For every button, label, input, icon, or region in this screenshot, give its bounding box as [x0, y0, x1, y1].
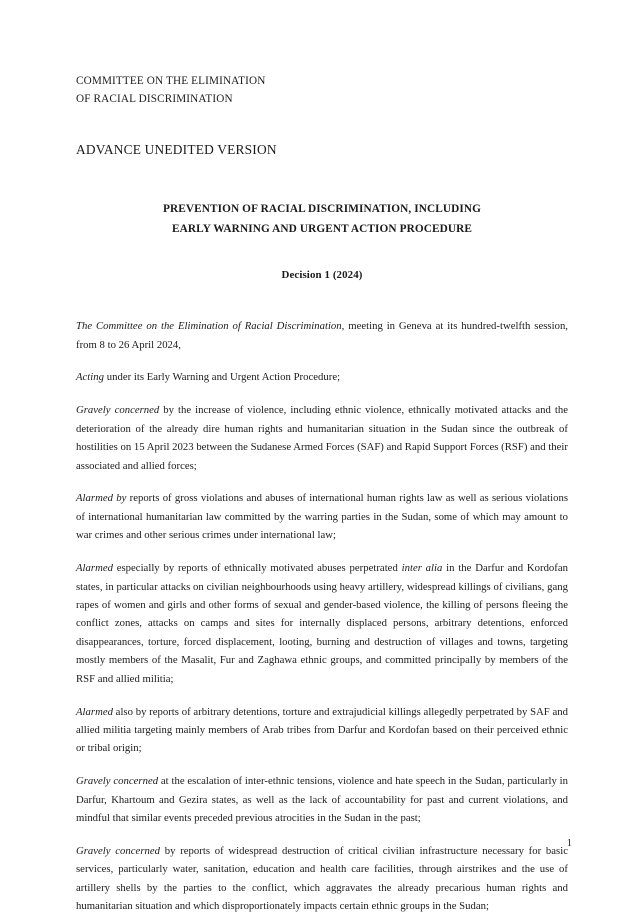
masthead-line-1: COMMITTEE ON THE ELIMINATION — [76, 75, 266, 87]
paragraph-lead-italic: Alarmed — [76, 705, 113, 718]
decision-heading: Decision 1 (2024) — [281, 269, 363, 282]
paragraph-lead-italic: Gravely concerned — [76, 404, 160, 417]
paragraph-lead-italic: Alarmed — [76, 562, 113, 575]
document-title — [76, 200, 568, 239]
paragraph-alarmed-also-arab-tribes — [76, 703, 568, 758]
paragraph-lead-italic: Gravely concerned — [76, 844, 160, 857]
paragraph-text: also by reports of arbitrary detentions, torture and extrajudicial killings allegedly perpetrated by SAF and allied militia targeting mainly members of Arab tribes from Darfur and Kordofan based on their perceived ethnic or tribal origin; — [76, 705, 568, 755]
paragraph-preamble-committee — [76, 317, 568, 354]
masthead-line-2: OF RACIAL DISCRIMINATION — [76, 93, 233, 106]
document-title-line-1: PREVENTION OF RACIAL DISCRIMINATION, INCLUDING — [162, 203, 482, 216]
paragraph-lead-italic: Acting — [76, 371, 105, 384]
paragraph-gravely-concerned-violence — [76, 401, 568, 475]
paragraph-alarmed-by-gross-violations — [76, 489, 568, 544]
document-body — [76, 317, 568, 915]
advance-unedited-version-notice: ADVANCE UNEDITED VERSION — [76, 142, 277, 158]
committee-masthead — [76, 0, 568, 108]
paragraph-text: at the escalation of inter-ethnic tensions, violence and hate speech in the Sudan, particularly in Darfur, Khartoum and Gezira states, as well as the lack of accountability for past and current violations, and mindful that similar events preceded previous atrocities in the Sudan in the past; — [76, 775, 568, 825]
paragraph-inline-italic-inter-alia: inter alia — [401, 562, 443, 575]
paragraph-lead-italic: Alarmed by — [76, 492, 127, 505]
paragraph-lead-italic: The Committee on the Elimination of Racial Discrimination — [76, 320, 342, 333]
document-title-line-2: EARLY WARNING AND URGENT ACTION PROCEDURE — [171, 222, 473, 235]
paragraph-text: reports of gross violations and abuses of international human rights law as well as serious violations of international humanitarian law committed by the warring parties in the Sudan, some of which may amount to war crimes and other serious crimes under international law; — [76, 492, 568, 542]
paragraph-text: , meeting in Geneva at its hundred-twelfth session, from 8 to 26 April 2024, — [76, 320, 568, 351]
paragraph-text: under its Early Warning and Urgent Action Procedure; — [104, 371, 341, 384]
paragraph-text: by the increase of violence, including ethnic violence, ethnically motivated attacks and the deterioration of the already dire human rights and humanitarian situation in the Sudan since the outbreak of hostilities on 15 April 2023 between the Sudanese Armed Forces (SAF) and Rapid Support Forces (RSF) and their associated and allied forces; — [76, 404, 568, 472]
paragraph-text: by reports of widespread destruction of critical civilian infrastructure necessary for basic services, particularly water, sanitation, education and health care facilities, through airstrikes and the use of artillery shells by the parties to the conflict, which aggravates the already precarious human rights and humanitarian situation and which disproportionately impacts certain ethnic groups in the Sudan; — [76, 844, 568, 913]
paragraph-lead-italic: Gravely concerned — [76, 775, 159, 788]
page-content — [76, 0, 568, 916]
paragraph-text-tail: in the Darfur and Kordofan states, in particular attacks on civilian neighbourhoods using heavy artillery, widespread killings of civilians, gang rapes of women and girls and other forms of sexual and gender-based violence, the killing of persons fleeing the conflict zones, attacks on camps and sites for internally displaced persons, arbitrary detentions, enforced disappearances, torture, forced displacement, looting, burning and destruction of villages and towns, targeting mostly members of the Masalit, Fur and Zaghawa ethnic groups, and committed principally by members of the RSF and allied militia; — [76, 562, 568, 685]
paragraph-gravely-concerned-inter-ethnic-tensions — [76, 772, 568, 827]
paragraph-alarmed-especially-darfur-kordofan — [76, 559, 568, 688]
paragraph-text: especially by reports of ethnically motivated abuses perpetrated — [112, 562, 402, 575]
paragraph-acting — [76, 368, 568, 386]
page-number: 1 — [566, 838, 572, 849]
